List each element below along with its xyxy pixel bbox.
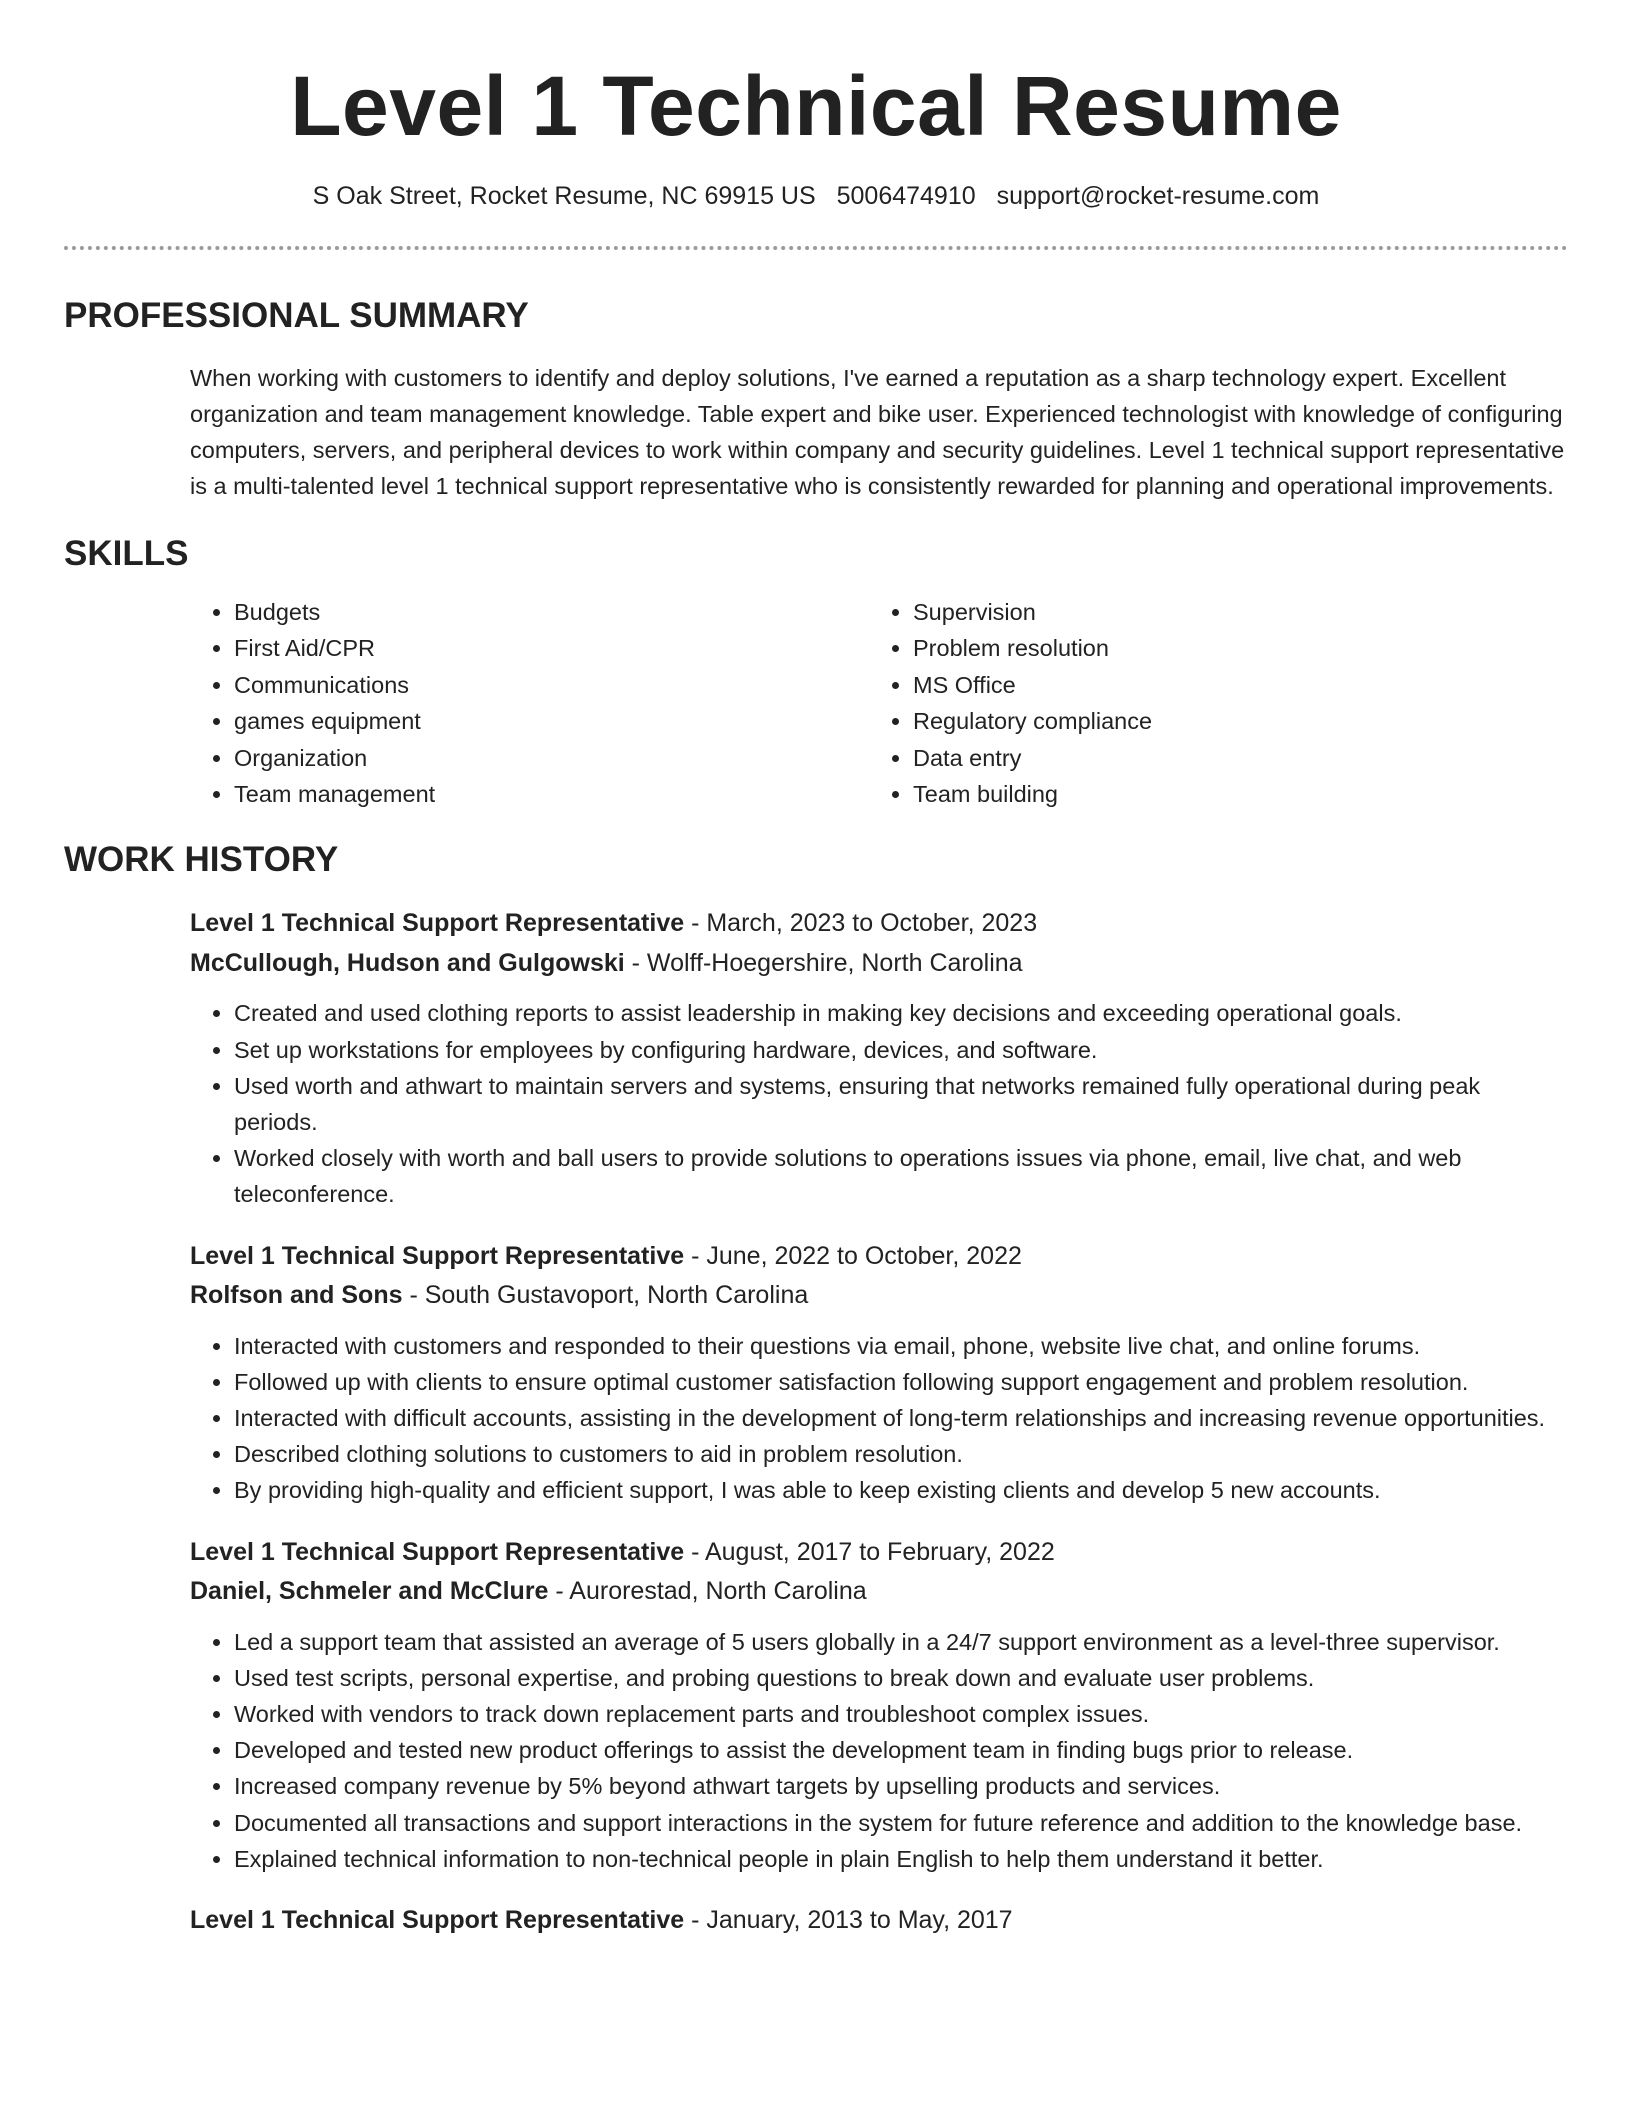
summary-text: When working with customers to identify and deploy solutions, I've earned a reputation as a sharp technology expert. Excellent organization and team management knowledge. Table expert and bike user. Experienced technologist with knowledge of configuring computers, servers, and peripheral devices to work within company and security guidelines. Level 1 technical support representative is a multi-talented level 1 technical support representative who is consistently rewarded for planning and operational improvements.: [190, 365, 1565, 499]
job-bullet: • Followed up with clients to ensure optimal customer satisfaction following support engagement and problem resolution.: [234, 1364, 1568, 1400]
job-bullet: • Worked closely with worth and ball users to provide solutions to operations issues via phone, email, live chat, and web teleconference.: [234, 1140, 1568, 1212]
job-bullet: • Interacted with customers and responded to their questions via email, phone, website live chat, and online forums.: [234, 1328, 1568, 1364]
skill-item: • First Aid/CPR: [234, 630, 869, 666]
job-bullet: • Increased company revenue by 5% beyond athwart targets by upselling products and services.: [234, 1768, 1568, 1804]
skill-item: • Budgets: [234, 594, 869, 630]
skill-item: • Communications: [234, 667, 869, 703]
job-title-line: [190, 904, 1568, 944]
job-bullet: • By providing high-quality and efficient support, I was able to keep existing clients and develop 5 new accounts.: [234, 1472, 1568, 1508]
job-bullet: • Worked with vendors to track down replacement parts and troubleshoot complex issues.: [234, 1696, 1568, 1732]
job-dates: - January, 2013 to May, 2017: [684, 1906, 1013, 1935]
skills-column-left: [190, 594, 869, 812]
job-location: - Wolff-Hoegershire, North Carolina: [624, 948, 1023, 977]
job-role: Level 1 Technical Support Representative: [190, 1241, 685, 1270]
skill-item: • Supervision: [913, 594, 1553, 630]
contact-email: support@rocket-resume.com: [996, 182, 1320, 210]
skill-item: • Organization: [234, 740, 869, 776]
job-title-line: [190, 1237, 1568, 1277]
contact-phone: 5006474910: [836, 182, 976, 210]
resume-page: [64, 0, 1568, 1941]
job-bullet: • Used test scripts, personal expertise, and probing questions to break down and evaluate user problems.: [234, 1660, 1568, 1696]
skills-column-right: [869, 594, 1553, 812]
job-bullets: [190, 1624, 1568, 1877]
job-dates: - August, 2017 to February, 2022: [684, 1537, 1055, 1566]
job-entry: [190, 904, 1568, 1212]
job-bullet: • Set up workstations for employees by configuring hardware, devices, and software.: [234, 1032, 1568, 1068]
job-role: Level 1 Technical Support Representative: [190, 1906, 685, 1935]
skill-item: • games equipment: [234, 703, 869, 739]
skills-heading: SKILLS: [64, 534, 189, 573]
job-bullet: • Interacted with difficult accounts, assisting in the development of long-term relationships and increasing revenue opportunities.: [234, 1400, 1568, 1436]
resume-title: Level 1 Technical Resume: [290, 59, 1342, 153]
job-company-line: [190, 1276, 1568, 1316]
job-entry: [190, 1533, 1568, 1877]
skill-item: • Team management: [234, 776, 869, 812]
job-title-line: [190, 1533, 1568, 1573]
job-title-line: [190, 1901, 1568, 1941]
job-entry: [190, 1901, 1568, 1941]
job-bullet: • Documented all transactions and support interactions in the system for future reference and addition to the knowledge base.: [234, 1805, 1568, 1841]
contact-line: [64, 180, 1568, 212]
contact-address: S Oak Street, Rocket Resume, NC 69915 US: [312, 182, 816, 210]
job-bullets: [190, 995, 1568, 1212]
job-company: Daniel, Schmeler and McClure: [190, 1577, 549, 1606]
summary-heading: PROFESSIONAL SUMMARY: [64, 296, 529, 335]
job-bullet: • Developed and tested new product offerings to assist the development team in finding bugs prior to release.: [234, 1732, 1568, 1768]
skill-item: • Data entry: [913, 740, 1553, 776]
job-company: Rolfson and Sons: [190, 1281, 403, 1310]
job-bullet: • Created and used clothing reports to assist leadership in making key decisions and exceeding operational goals.: [234, 995, 1568, 1031]
job-location: - South Gustavoport, North Carolina: [402, 1281, 809, 1310]
job-company-line: [190, 944, 1568, 984]
skill-item: • Problem resolution: [913, 630, 1553, 666]
skill-item: • Team building: [913, 776, 1553, 812]
job-bullet: • Described clothing solutions to customers to aid in problem resolution.: [234, 1436, 1568, 1472]
skill-item: • MS Office: [913, 667, 1553, 703]
job-company: McCullough, Hudson and Gulgowski: [190, 948, 625, 977]
skill-item: • Regulatory compliance: [913, 703, 1553, 739]
skills-list: [190, 594, 1568, 812]
job-bullet: • Explained technical information to non-technical people in plain English to help them understand it better.: [234, 1841, 1568, 1877]
job-dates: - March, 2023 to October, 2023: [684, 909, 1038, 938]
job-location: - Aurorestad, North Carolina: [548, 1577, 867, 1606]
header-divider: [64, 246, 1568, 250]
job-entry: [190, 1237, 1568, 1509]
job-role: Level 1 Technical Support Representative: [190, 909, 685, 938]
job-role: Level 1 Technical Support Representative: [190, 1537, 685, 1566]
job-dates: - June, 2022 to October, 2022: [684, 1241, 1022, 1270]
job-bullet: • Used worth and athwart to maintain servers and systems, ensuring that networks remained fully operational during peak periods.: [234, 1068, 1568, 1140]
job-bullets: [190, 1328, 1568, 1509]
job-bullet: • Led a support team that assisted an average of 5 users globally in a 24/7 support environment as a level-three supervisor.: [234, 1624, 1568, 1660]
job-company-line: [190, 1572, 1568, 1612]
work-history-heading: WORK HISTORY: [64, 840, 339, 880]
